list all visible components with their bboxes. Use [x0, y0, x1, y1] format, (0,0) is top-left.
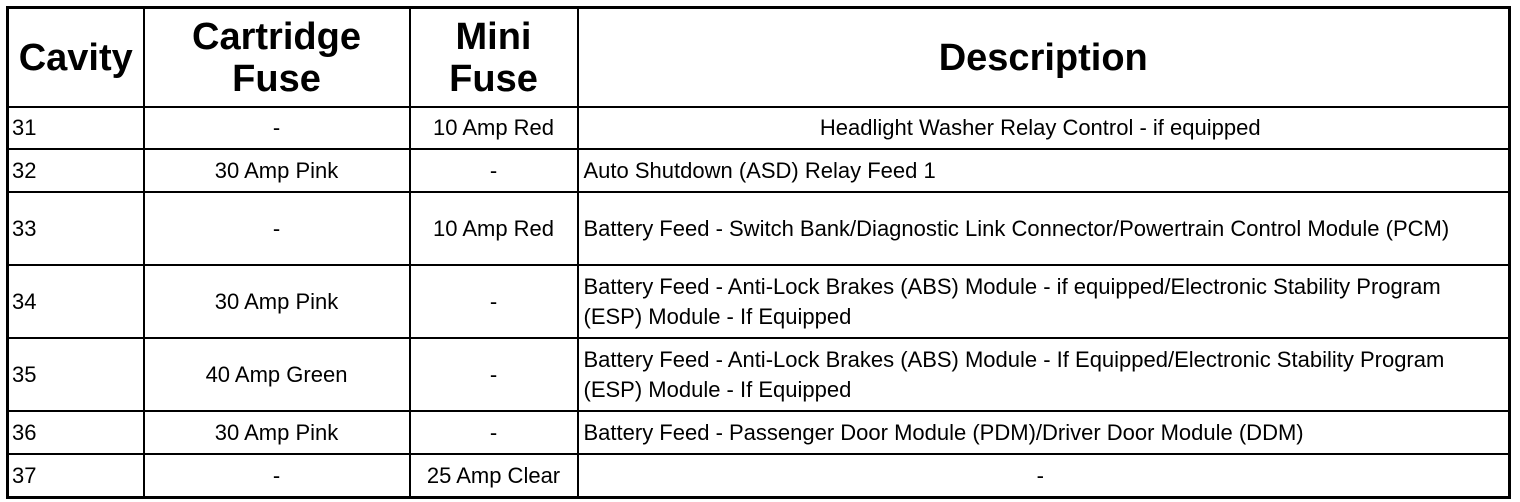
mini-fuse-cell: - [410, 265, 578, 338]
cavity-cell: 32 [8, 149, 144, 192]
cartridge-fuse-cell: - [144, 454, 410, 498]
description-cell: Battery Feed - Anti-Lock Brakes (ABS) Module - If Equipped/Electronic Stability Program (ESP) Module - If Equipped [578, 338, 1510, 411]
table-row [8, 265, 1510, 338]
cartridge-fuse-cell: - [144, 107, 410, 149]
mini-fuse-cell: 10 Amp Red [410, 192, 578, 265]
table-row [8, 454, 1510, 498]
cartridge-fuse-cell: 30 Amp Pink [144, 411, 410, 454]
cavity-cell: 33 [8, 192, 144, 265]
mini-fuse-cell: - [410, 338, 578, 411]
cartridge-fuse-cell: - [144, 192, 410, 265]
cartridge-fuse-cell: 40 Amp Green [144, 338, 410, 411]
mini-fuse-cell: - [410, 149, 578, 192]
table-row [8, 338, 1510, 411]
fuse-table-container [6, 6, 1511, 499]
table-row [8, 149, 1510, 192]
header-cartridge-fuse: Cartridge Fuse [144, 8, 410, 108]
table-row [8, 411, 1510, 454]
description-cell: - [578, 454, 1510, 498]
cavity-cell: 37 [8, 454, 144, 498]
cavity-cell: 31 [8, 107, 144, 149]
mini-fuse-cell: 25 Amp Clear [410, 454, 578, 498]
header-description: Description [578, 8, 1510, 108]
description-cell: Headlight Washer Relay Control - if equipped [578, 107, 1510, 149]
cavity-cell: 36 [8, 411, 144, 454]
table-row [8, 107, 1510, 149]
header-mini-fuse: Mini Fuse [410, 8, 578, 108]
cavity-cell: 34 [8, 265, 144, 338]
mini-fuse-cell: 10 Amp Red [410, 107, 578, 149]
mini-fuse-cell: - [410, 411, 578, 454]
description-cell: Auto Shutdown (ASD) Relay Feed 1 [578, 149, 1510, 192]
description-cell: Battery Feed - Switch Bank/Diagnostic Link Connector/Powertrain Control Module (PCM) [578, 192, 1510, 265]
table-header-row [8, 8, 1510, 108]
description-cell: Battery Feed - Anti-Lock Brakes (ABS) Module - if equipped/Electronic Stability Program (ESP) Module - If Equipped [578, 265, 1510, 338]
cavity-cell: 35 [8, 338, 144, 411]
cartridge-fuse-cell: 30 Amp Pink [144, 265, 410, 338]
description-cell: Battery Feed - Passenger Door Module (PDM)/Driver Door Module (DDM) [578, 411, 1510, 454]
cartridge-fuse-cell: 30 Amp Pink [144, 149, 410, 192]
header-cavity: Cavity [8, 8, 144, 108]
table-row [8, 192, 1510, 265]
fuse-table [6, 6, 1511, 499]
